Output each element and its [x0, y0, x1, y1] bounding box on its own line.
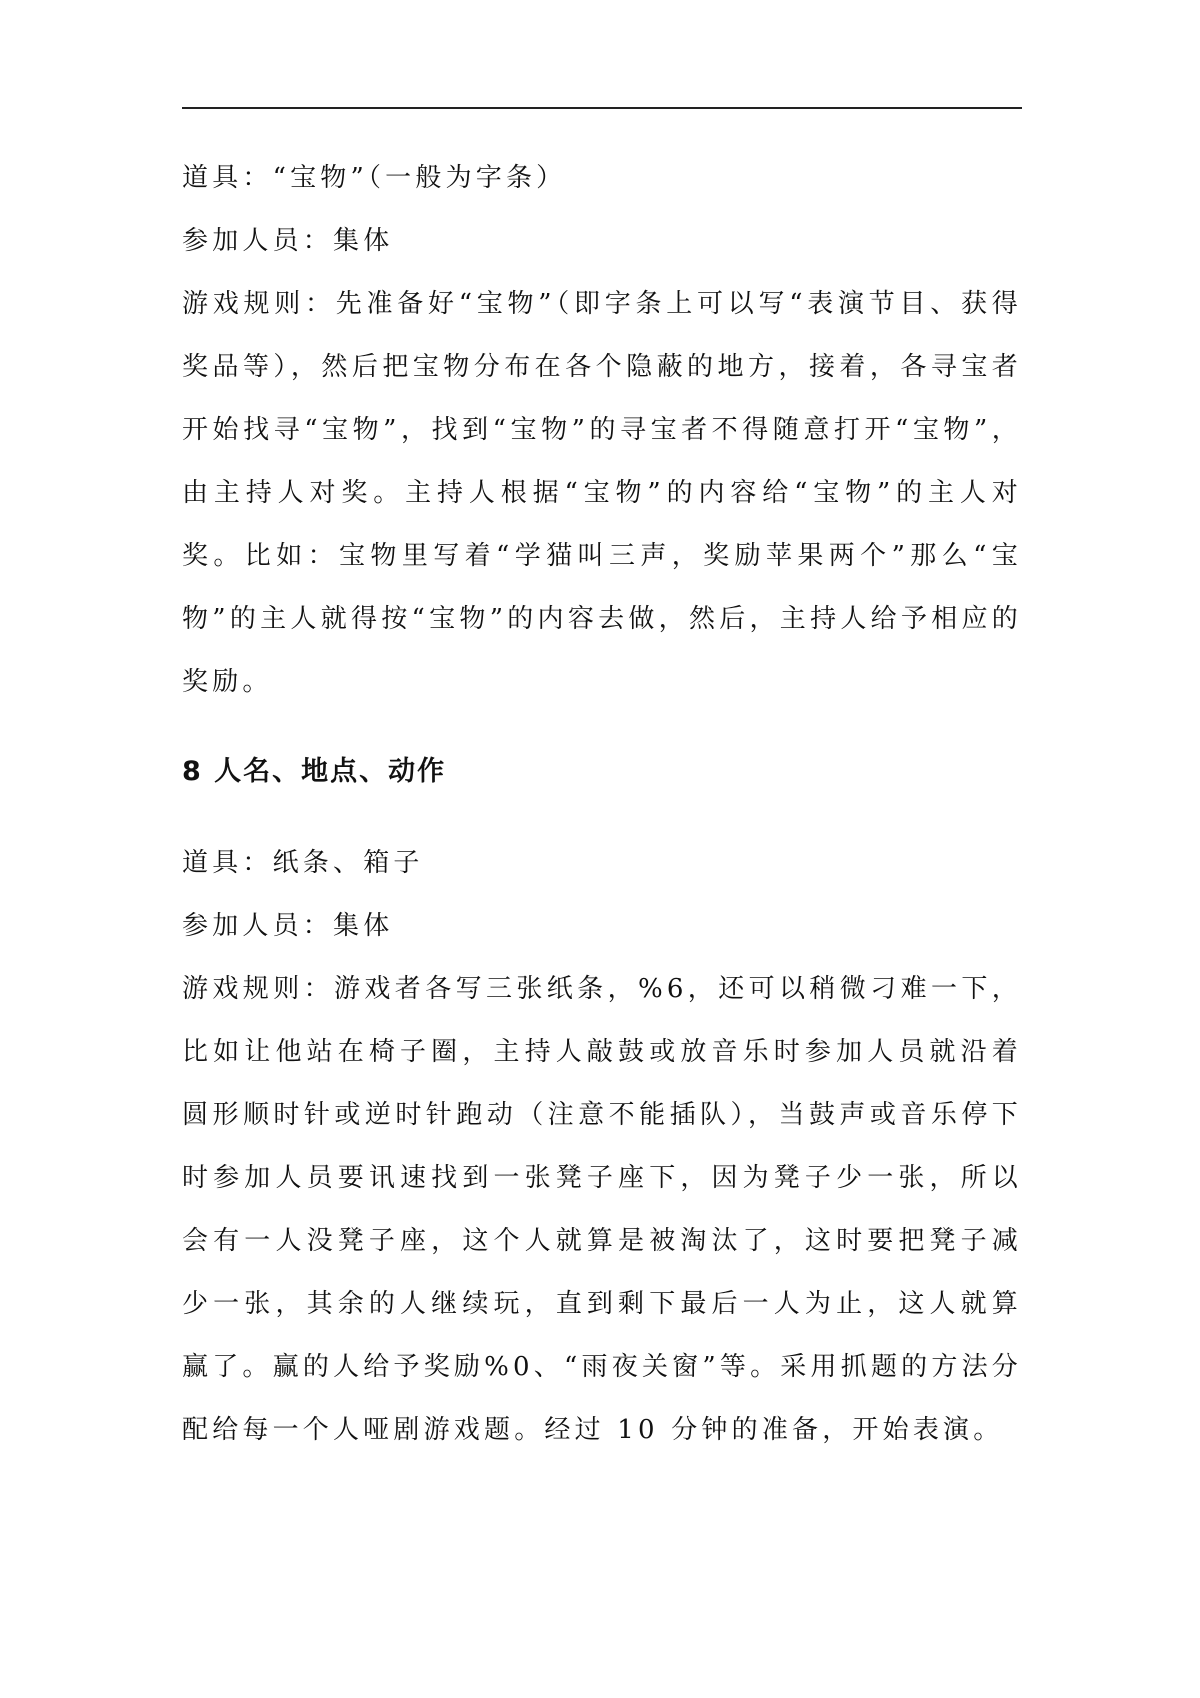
section-names-places-actions-body: [182, 832, 1022, 1462]
rules-paragraph: 游戏规则：游戏者各写三张纸条，%6，还可以稍微刁难一下，比如让他站在椅子圈，主持人敲鼓或放音乐时参加人员就沿着圆形顺时针或逆时针跑动（注意不能插队），当鼓声或音乐停下时参加人员要讯速找到一张凳子座下，因为凳子少一张，所以会有一人没凳子座，这个人就算是被淘汰了，这时要把凳子减少一张，其余的人继续玩，直到剩下最后一人为止，这人就算赢了。赢的人给予奖励%0、“雨夜关窗”等。采用抓题的方法分配给每一个人哑剧游戏题。经过 10 分钟的准备，开始表演。: [182, 974, 1022, 1445]
props-line: 道具：“宝物”（一般为字条）: [182, 163, 567, 193]
section-heading: 8 人名、地点、动作: [182, 756, 447, 787]
section-names-places-actions: [182, 752, 1022, 792]
participants-line: 参加人员：集体: [182, 226, 394, 256]
participants-line: 参加人员：集体: [182, 911, 394, 941]
rules-paragraph: 游戏规则：先准备好“宝物”（即字条上可以写“表演节目、获得奖品等），然后把宝物分布在各个隐蔽的地方，接着，各寻宝者开始找寻“宝物”，找到“宝物”的寻宝者不得随意打开“宝物”，由主持人对奖。主持人根据“宝物”的内容给“宝物”的主人对奖。比如：宝物里写着“学猫叫三声，奖励苹果两个”那么“宝物”的主人就得按“宝物”的内容去做，然后，主持人给予相应的奖励。: [182, 289, 1022, 697]
header-rule: [182, 107, 1022, 109]
section-treasure-hunt: [182, 147, 1022, 714]
props-line: 道具：纸条、箱子: [182, 848, 424, 878]
